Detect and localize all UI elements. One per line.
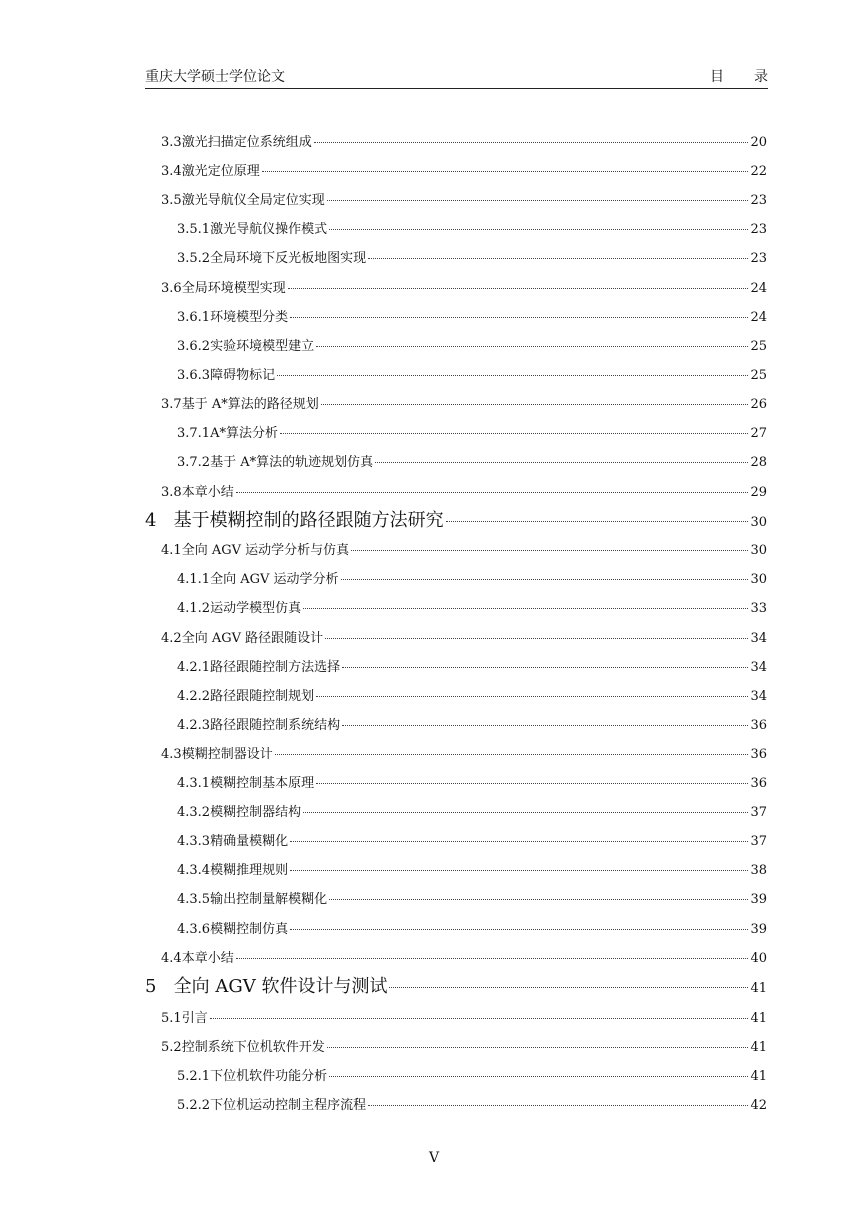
toc-entry-leader xyxy=(277,375,748,376)
toc-entry-leader xyxy=(316,783,748,784)
toc-entry-leader xyxy=(341,579,749,580)
toc-entry-leader xyxy=(290,870,748,871)
toc-entry-page: 27 xyxy=(750,426,767,441)
toc-entry-leader xyxy=(316,696,748,697)
toc-entry-leader xyxy=(368,1105,748,1106)
toc-entry-page: 23 xyxy=(750,193,767,208)
toc-entry-page: 34 xyxy=(750,660,767,675)
toc-entry[interactable] xyxy=(161,630,767,648)
toc-entry-page: 41 xyxy=(750,1011,767,1026)
toc-entry-number: 3.7.1 xyxy=(177,426,211,441)
toc-chapter-entry[interactable] xyxy=(145,975,767,1001)
toc-entry-title: 全向 AGV 运动学分析与仿真 xyxy=(181,543,350,558)
toc-entry-page: 36 xyxy=(750,718,767,733)
toc-entry[interactable] xyxy=(161,396,767,414)
toc-entry-title: 基于 A*算法的轨迹规划仿真 xyxy=(210,455,374,470)
toc-entry[interactable] xyxy=(177,688,767,706)
header-section-char-1: 目 xyxy=(710,69,724,85)
toc-entry-leader xyxy=(329,1076,748,1077)
toc-entry-title: 全局环境模型实现 xyxy=(181,281,286,296)
toc-entry-page: 36 xyxy=(750,747,767,762)
toc-entry-leader xyxy=(327,1047,749,1048)
toc-entry-number: 3.6.2 xyxy=(177,339,211,354)
header-section-char-2: 录 xyxy=(754,69,768,85)
toc-entry-title: 全向 AGV 软件设计与测试 xyxy=(173,976,388,997)
toc-entry[interactable] xyxy=(177,833,767,851)
toc-entry[interactable] xyxy=(177,804,767,822)
toc-entry-title: 路径跟随控制系统结构 xyxy=(210,718,341,733)
toc-entry-page: 28 xyxy=(750,455,767,470)
toc-entry-leader xyxy=(446,521,749,522)
toc-entry[interactable] xyxy=(177,367,767,385)
toc-entry-page: 26 xyxy=(750,397,767,412)
toc-entry-page: 39 xyxy=(750,922,767,937)
toc-entry-title: 激光导航仪操作模式 xyxy=(210,222,328,237)
toc-entry-title: 下位机运动控制主程序流程 xyxy=(210,1098,367,1113)
toc-entry-leader xyxy=(236,492,749,493)
toc-entry[interactable] xyxy=(177,600,767,618)
toc-entry-number: 4.2 xyxy=(161,631,182,646)
toc-entry-title: 引言 xyxy=(181,1011,208,1026)
toc-entry-number: 5.2 xyxy=(161,1040,182,1055)
toc-entry-number: 4.4 xyxy=(161,951,182,966)
toc-entry-page: 30 xyxy=(750,572,767,587)
toc-entry-number: 4.1.2 xyxy=(177,601,211,616)
toc-entry-page: 37 xyxy=(750,805,767,820)
toc-entry-number: 3.7 xyxy=(161,397,182,412)
toc-entry-number: 3.4 xyxy=(161,164,182,179)
toc-entry-number: 3.6.3 xyxy=(177,368,211,383)
toc-entry-title: 全向 AGV 路径跟随设计 xyxy=(181,631,324,646)
toc-entry-leader xyxy=(236,958,749,959)
toc-entry-leader xyxy=(375,462,748,463)
toc-entry-title: 激光定位原理 xyxy=(181,164,260,179)
toc-entry-page: 41 xyxy=(750,1040,767,1055)
toc-entry-number: 5.2.1 xyxy=(177,1069,211,1084)
toc-entry-leader xyxy=(303,812,748,813)
toc-entry[interactable] xyxy=(177,309,767,327)
toc-entry-title: 环境模型分类 xyxy=(210,310,289,325)
toc-entry-title: 路径跟随控制规划 xyxy=(210,689,315,704)
toc-entry[interactable] xyxy=(161,163,767,181)
toc-entry-title: 模糊推理规则 xyxy=(210,863,289,878)
toc-entry-leader xyxy=(290,929,748,930)
toc-entry-page: 23 xyxy=(750,251,767,266)
toc-entry-leader xyxy=(316,346,748,347)
toc-entry[interactable] xyxy=(177,221,767,239)
toc-entry-number: 4.2.2 xyxy=(177,689,211,704)
toc-entry[interactable] xyxy=(177,425,767,443)
toc-entry-title: 基于模糊控制的路径跟随方法研究 xyxy=(173,510,444,531)
toc-entry-title: 全向 AGV 运动学分析 xyxy=(210,572,339,587)
toc-entry-page: 23 xyxy=(750,222,767,237)
toc-entry-title: 路径跟随控制方法选择 xyxy=(210,660,341,675)
toc-entry-title: 全局环境下反光板地图实现 xyxy=(210,251,367,266)
toc-entry-leader xyxy=(303,608,748,609)
toc-entry[interactable] xyxy=(177,1068,767,1086)
toc-entry[interactable] xyxy=(177,250,767,268)
toc-entry-page: 20 xyxy=(750,135,767,150)
toc-entry-leader xyxy=(290,841,748,842)
toc-entry-number: 4.3 xyxy=(161,747,182,762)
toc-entry-title: 模糊控制器结构 xyxy=(210,805,302,820)
toc-entry-page: 33 xyxy=(750,601,767,616)
toc-entry[interactable] xyxy=(161,746,767,764)
toc-entry-title: 模糊控制器设计 xyxy=(181,747,273,762)
toc-entry[interactable] xyxy=(177,717,767,735)
toc-entry-leader xyxy=(368,258,748,259)
toc-entry-title: 实验环境模型建立 xyxy=(210,339,315,354)
toc-entry-number: 3.3 xyxy=(161,135,182,150)
toc-entry-number: 4.3.4 xyxy=(177,863,211,878)
toc-entry-title: 障碍物标记 xyxy=(210,368,276,383)
toc-entry-title: 控制系统下位机软件开发 xyxy=(181,1040,325,1055)
toc-entry[interactable] xyxy=(161,280,767,298)
toc-entry-title: 本章小结 xyxy=(181,951,234,966)
toc-entry-leader xyxy=(351,550,748,551)
toc-entry-leader xyxy=(327,200,749,201)
toc-entry-page: 25 xyxy=(750,368,767,383)
toc-entry-page: 22 xyxy=(750,164,767,179)
toc-entry-title: 激光扫描定位系统组成 xyxy=(181,135,312,150)
toc-entry-page: 37 xyxy=(750,834,767,849)
toc-entry-title: A*算法分析 xyxy=(210,426,278,441)
toc-entry-number: 4.3.5 xyxy=(177,892,211,907)
toc-entry-title: 基于 A*算法的路径规划 xyxy=(181,397,319,412)
header-thesis-title: 重庆大学硕士学位论文 xyxy=(145,69,285,85)
toc-entry-number: 3.6 xyxy=(161,281,182,296)
toc-entry-page: 30 xyxy=(750,515,767,530)
toc-entry-title: 本章小结 xyxy=(181,485,234,500)
toc-entry-leader xyxy=(389,987,748,988)
toc-entry-number: 3.7.2 xyxy=(177,455,211,470)
toc-entry-title: 激光导航仪全局定位实现 xyxy=(181,193,325,208)
toc-entry-page: 41 xyxy=(750,1069,767,1084)
toc-entry-leader xyxy=(210,1018,749,1019)
toc-entry-page: 40 xyxy=(750,951,767,966)
toc-entry-number: 4.2.1 xyxy=(177,660,211,675)
toc-entry-leader xyxy=(329,229,748,230)
toc-entry-leader xyxy=(321,404,749,405)
toc-entry[interactable] xyxy=(161,1039,767,1057)
toc-entry-page: 24 xyxy=(750,281,767,296)
toc-entry-leader xyxy=(325,638,748,639)
toc-entry-number: 5.2.2 xyxy=(177,1098,211,1113)
toc-entry-number: 4.3.6 xyxy=(177,922,211,937)
toc-entry-page: 38 xyxy=(750,863,767,878)
toc-entry-page: 41 xyxy=(750,981,767,996)
toc-entry[interactable] xyxy=(177,891,767,909)
toc-entry[interactable] xyxy=(161,950,767,968)
toc-entry-title: 下位机软件功能分析 xyxy=(210,1069,328,1084)
toc-entry-number: 3.6.1 xyxy=(177,310,211,325)
toc-entry-leader xyxy=(329,899,748,900)
toc-entry-number: 5 xyxy=(145,976,174,997)
toc-entry[interactable] xyxy=(161,484,767,502)
toc-entry-number: 4.3.1 xyxy=(177,776,211,791)
toc-entry[interactable] xyxy=(161,192,767,210)
toc-entry-number: 3.5 xyxy=(161,193,182,208)
toc-entry[interactable] xyxy=(177,1097,767,1115)
toc-entry-page: 36 xyxy=(750,776,767,791)
toc-entry[interactable] xyxy=(177,571,767,589)
toc-entry-number: 3.5.2 xyxy=(177,251,211,266)
toc-entry-page: 30 xyxy=(750,543,767,558)
toc-entry-page: 34 xyxy=(750,689,767,704)
toc-entry[interactable] xyxy=(177,338,767,356)
toc-entry-title: 精确量模糊化 xyxy=(210,834,289,849)
toc-entry-leader xyxy=(342,667,748,668)
toc-entry[interactable] xyxy=(177,454,767,472)
toc-entry-title: 运动学模型仿真 xyxy=(210,601,302,616)
toc-entry-number: 4.3.2 xyxy=(177,805,211,820)
toc-entry-number: 3.8 xyxy=(161,485,182,500)
toc-entry[interactable] xyxy=(177,775,767,793)
toc-entry-leader xyxy=(290,317,748,318)
toc-chapter-entry[interactable] xyxy=(145,509,767,535)
toc-entry-number: 3.5.1 xyxy=(177,222,211,237)
toc-entry-page: 42 xyxy=(750,1098,767,1113)
toc-entry-number: 4.3.3 xyxy=(177,834,211,849)
toc-entry-title: 模糊控制基本原理 xyxy=(210,776,315,791)
toc-entry-leader xyxy=(275,754,749,755)
toc-entry-number: 4.1.1 xyxy=(177,572,211,587)
toc-entry-title: 输出控制量解模糊化 xyxy=(210,892,328,907)
toc-entry-page: 29 xyxy=(750,485,767,500)
toc-entry-number: 5.1 xyxy=(161,1011,182,1026)
toc-entry-leader xyxy=(342,725,748,726)
toc-entry-page: 34 xyxy=(750,631,767,646)
toc-entry[interactable] xyxy=(161,1010,767,1028)
toc-entry-leader xyxy=(314,142,749,143)
toc-entry-number: 4.2.3 xyxy=(177,718,211,733)
toc-entry-leader xyxy=(288,288,749,289)
toc-entry[interactable] xyxy=(177,862,767,880)
toc-entry[interactable] xyxy=(161,134,767,152)
toc-entry-leader xyxy=(280,433,748,434)
toc-entry[interactable] xyxy=(177,659,767,677)
toc-entry-title: 模糊控制仿真 xyxy=(210,922,289,937)
toc-entry-number: 4 xyxy=(145,510,174,531)
toc-entry-page: 24 xyxy=(750,310,767,325)
page-number: V xyxy=(428,1150,440,1166)
toc-entry[interactable] xyxy=(161,542,767,560)
toc-entry-number: 4.1 xyxy=(161,543,182,558)
toc-entry-leader xyxy=(262,171,749,172)
toc-entry-page: 25 xyxy=(750,339,767,354)
toc-entry[interactable] xyxy=(177,921,767,939)
toc-entry-page: 39 xyxy=(750,892,767,907)
